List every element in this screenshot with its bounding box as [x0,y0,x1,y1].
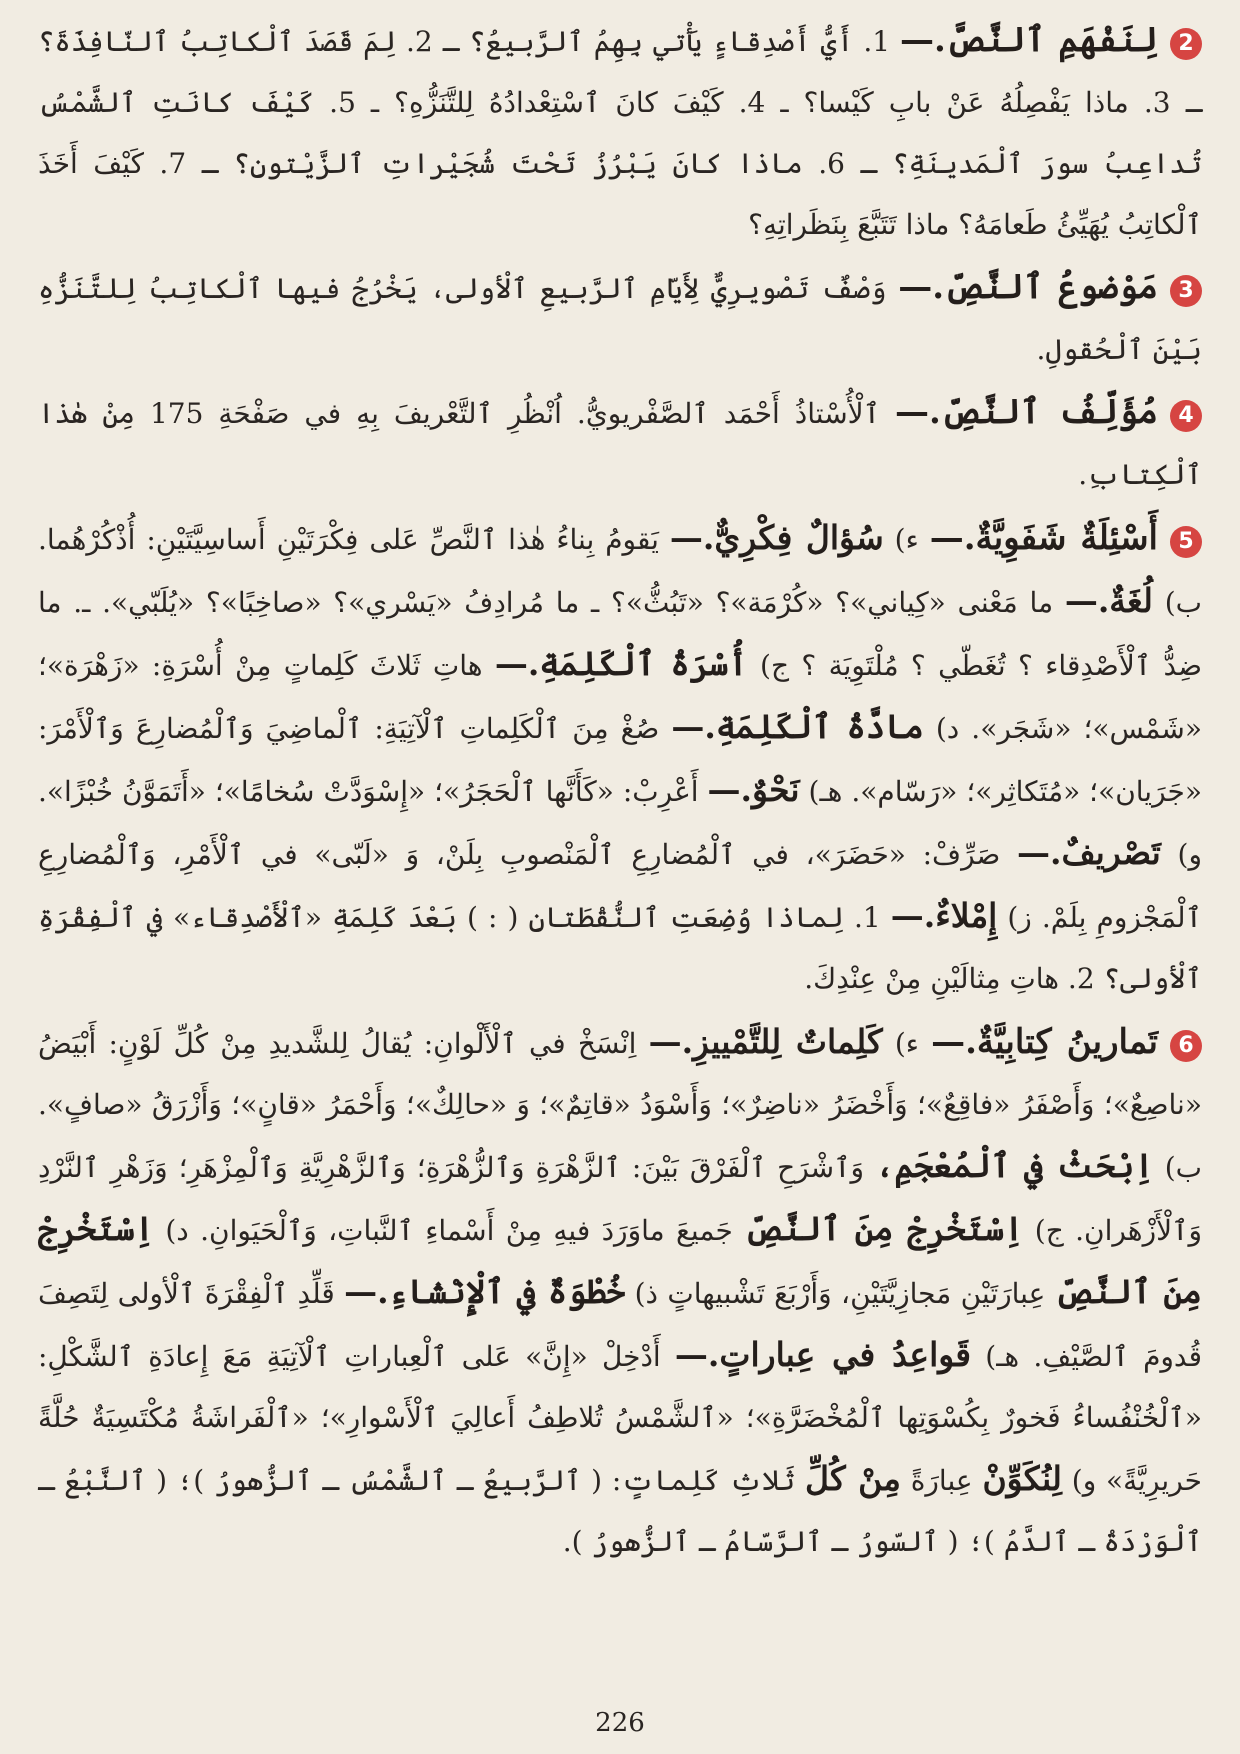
section-understand-text [38,10,1202,255]
subheading: مِنْ كُلِّ [805,1459,901,1498]
section-heading: مَوْضوعُ ٱلنَّصِّ.— [898,267,1158,307]
section-heading: مُؤَلِّفُ ٱلنَّصِّ.— [895,392,1158,432]
body-text: ما مَعْنى «كِياني»؟ «كُرْمَة»؟ «تَبُثُّ»؟ ـ ما مُرادِفُ «يَسْري»؟ «صاخِبًا»؟ «يُلَبّي». ـ. ما ضِدُّ ٱلْأَصْدِقاء ؟ تُغَطّي ؟ مُلْتَوِيَة ؟ ج) [38,586,1203,682]
subheading: كَلِماتٌ لِلتَّمْييزِ.— [648,1022,883,1061]
section-text-author [38,382,1202,505]
section-body: وَصْفٌ تَصْويرِيٌّ لِأَيّامِ ٱلرَّبيعِ ٱلْأولى، يَخْرُجُ فيها ٱلْكاتِبُ لِلتَّنَزُّهِ بَيْنَ ٱلْحُقولِ. [38,272,1202,366]
body-text: يَقومُ بِناءُ هٰذا ٱلنَّصِّ عَلى فِكْرَتَيْنِ أَساسِيَّتَيْنِ: أُذْكُرْهُما. ب) [38,523,1202,619]
subheading: لُغَةٌ.— [1064,581,1153,620]
body-text: اِنْسَخْ في ٱلْأَلْوانِ: يُقالُ لِلشَّديدِ مِنْ كُلِّ لَوْنٍ: أَبْيَضُ «ناصِعٌ»؛ وَأَصْفَرُ «فاقِعٌ»؛ وَأَخْضَرُ «ناضِرٌ»؛ وَأَسْوَدُ «قاتِمٌ»؛ وَ «حالِكٌ»؛ وَأَحْمَرُ «قانٍ»؛ وَأَزْرَقُ «صافٍ». ب) [38,1027,1202,1184]
body-text: أَدْخِلْ «إِنَّ» عَلى ٱلْعِباراتِ ٱلْآتِيَةِ مَعَ إِعادَةِ ٱلشَّكْلِ: «ٱلْخُنْفُساءُ فَخورٌ بِكُسْوَتِها ٱلْمُخْضَرَّةِ»؛ «ٱلشَّمْسُ تُلاطِفُ أَعالِيَ ٱلْأَسْوارِ»؛ «ٱلْفَراشَةُ مُكْتَسِيَةٌ حُلَّةً حَريرِيَّةً» و) [38,1340,1202,1497]
subheading: سُؤالٌ فِكْرِيٌّ.— [669,518,884,557]
body-text: هاتِ ثَلاثَ كَلِماتٍ مِنْ أُسْرَةِ: «زَهْرَة»؛ «شَمْس»؛ «شَجَر». د) [38,649,1203,745]
subheading: اِسْتَخْرِجْ مِنَ ٱلنَّصِّ [38,1209,1202,1311]
section-number-badge: 6 [1170,1030,1202,1062]
body-text: صُغْ مِنَ ٱلْكَلِماتِ ٱلْآتِيَةِ: ٱلْماضِيَ وَٱلْمُضارِعَ وَٱلْأَمْرَ: «جَرَيان»؛ «مُتَكاثِر»؛ «رَسّام». هـ) [38,712,1202,808]
body-text: 1. لِماذا وُضِعَتِ ٱلنُّقْطَتانِ ( : ) بَعْدَ كَلِمَةِ «ٱلْأَصْدِقاء» في ٱلْفِقْرَةِ ٱلْأولى؟ 2. هاتِ مِثالَيْنِ مِنْ عِنْدِكَ. [38,901,1202,995]
body-text: صَرِّفْ: «حَضَرَ»، في ٱلْمُضارِعِ ٱلْمَنْصوبِ بِلَنْ، وَ «لَبّى» في ٱلْأَمْرِ، وَٱلْمُضارِعِ ٱلْمَجْزومِ بِلَمْ. ز) [38,838,1202,934]
subheading: خُطْوَةٌ في ٱلْإِنْشاءِ.— [344,1272,626,1311]
body-text: أَعْرِبْ: «كَأَنَّها ٱلْحَجَرُ»؛ «إِسْوَدَّتْ سُخامًا»؛ «أَتَمَوَّنُ خُبْزًا». و) [38,775,1202,871]
body-text: ء) [882,1027,919,1060]
page-number: 226 [595,1708,645,1738]
body-text: ء) [883,523,919,556]
subheading: قَواعِدُ في عِباراتٍ.— [674,1335,972,1374]
subheading: لِنُكَوِّنْ [982,1459,1062,1498]
section-text-topic [38,257,1202,380]
section-body [38,518,1203,995]
section-written-exercises [38,1011,1202,1572]
section-oral-questions [38,507,1202,1009]
subheading: مادَّةُ ٱلْكَلِمَةِ.— [671,707,924,746]
subheading: اِسْتَخْرِجْ مِنَ ٱلنَّصِّ [744,1209,1024,1248]
body-text: عِبارَةً [900,1464,983,1497]
section-number-badge: 5 [1170,526,1202,558]
body-text: وَٱشْرَحِ ٱلْفَرْقَ بَيْنَ: ٱلزَّهْرَةِ وَٱلزُّهْرَةِ؛ وَٱلزَّهْرِيَّةِ وَٱلْمِزْهَرِ؛ وَزَهْرِ ٱلنَّرْدِ وَٱلْأَزْهَرانِ. ج) [38,1151,1202,1247]
body-text: جَميعَ ماوَرَدَ فيهِ مِنْ أَسْماءِ ٱلنَّباتِ، وَٱلْحَيَوانِ. د) [154,1214,745,1247]
section-body: ٱلْأُسْتاذُ أَحْمَد ٱلصَّفْريويُّ. اُنْظُرِ ٱلتَّعْريفَ بِهِ في صَفْحَةِ 175 مِنْ هٰذا ٱلْكِتابِ. [38,397,1202,491]
section-heading: لِنَفْهَمِ ٱلنَّصَّ.— [900,20,1158,60]
subheading: تَصْريفٌ.— [1017,833,1161,872]
body-text: قَلِّدِ ٱلْفِقْرَةَ ٱلْأولى لِتَصِفَ قُدومَ ٱلصَّيْفِ. هـ) [38,1277,1203,1373]
body-text: ثَلاثِ كَلِماتٍ: ( ٱلرَّبيعُ ـ ٱلشَّمْسُ ـ ٱلزُّهورُ )؛ ( ٱلنَّبْعُ ـ ٱلْوَرْدَةُ ـ ٱلدَّمُ )؛ ( ٱلسّورُ ـ ٱلرَّسّامُ ـ ٱلزُّهورُ ). [38,1464,1202,1558]
section-number-badge: 3 [1170,275,1202,307]
subheading: أُسْرَةُ ٱلْكَلِمَةِ.— [494,644,748,683]
section-body: 1. أَيُّ أَصْدِقاءٍ يَأْتي بِهِمُ ٱلرَّبيعُ؟ ـ 2. لِمَ قَصَدَ ٱلْكاتِبُ ٱلنّافِذَةَ؟ ـ 3. ماذا يَفْصِلُهُ عَنْ بابِ كَيْسا؟ ـ 4. كَيْفَ كانَ ٱسْتِعْدادُهُ لِلتَّنَزُّهِ؟ ـ 5. كَيْفَ كانَتِ ٱلشَّمْسُ تُداعِبُ سورَ ٱلْمَدينَةِ؟ ـ 6. ماذا كانَ يَبْرُزُ تَحْتَ شُجَيْراتِ ٱلزَّيْتونِ؟ ـ 7. كَيْفَ أَخَذَ ٱلْكاتِبُ يُهَيِّئُ طَعامَهُ؟ ماذا تَتَبَّعَ بِنَظَراتِهِ؟ [38,25,1203,241]
subheading: اِبْحَثْ في ٱلْمُعْجَمِ، [875,1146,1154,1185]
section-number-badge: 4 [1170,400,1202,432]
subheading: نَحْوٌ.— [707,770,800,809]
body-text: عِبارَتَيْنِ مَجازِيَّتَيْنِ، وَأَرْبَعَ تَشْبيهاتٍ ذ) [625,1277,1055,1310]
subheading: إِمْلاءٌ.— [890,896,998,935]
section-heading: أَسْئِلَةٌ شَفَوِيَّةٌ.— [929,518,1158,558]
section-number-badge: 2 [1170,28,1202,60]
section-heading: تَمارينُ كِتابِيَّةٌ.— [931,1022,1158,1062]
section-body [38,1022,1203,1558]
